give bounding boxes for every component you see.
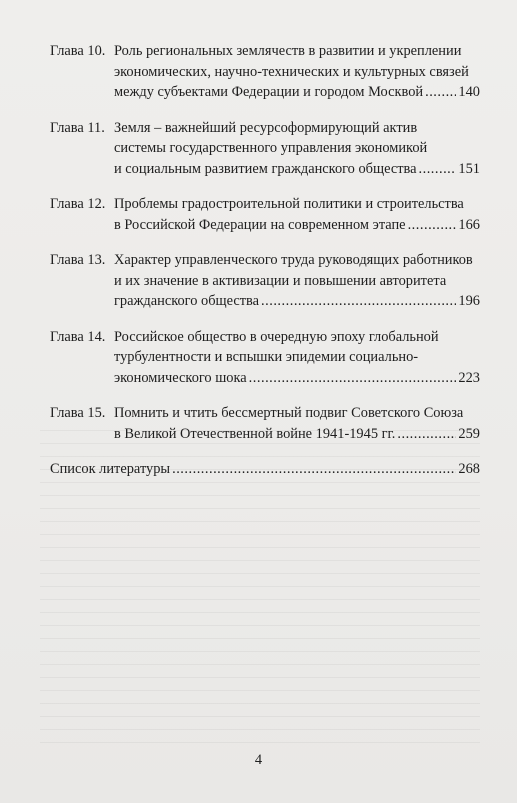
- chapter-label: Глава 12.: [50, 196, 106, 212]
- chapter-title-line: турбулентности и вспышки эпидемии социально-: [114, 349, 419, 365]
- dot-leader: [419, 159, 457, 180]
- chapter-label: Глава 11.: [50, 119, 105, 136]
- toc-entry-chapter-15[interactable]: [50, 403, 480, 444]
- toc-entry-chapter-10[interactable]: [50, 41, 480, 103]
- page-ref: 223: [458, 369, 480, 386]
- toc-entry-chapter-11[interactable]: [50, 118, 480, 180]
- chapter-title-line: в Великой Отечественной войне 1941-1945 гг.: [114, 425, 396, 442]
- chapter-title-line: экономических, научно-технических и культурных связей: [114, 63, 469, 80]
- chapter-label: Глава 14.: [50, 328, 106, 345]
- toc-entry-chapter-14[interactable]: [50, 327, 480, 389]
- page-ref: 151: [458, 160, 480, 177]
- chapter-title-line: Российское общество в очередную эпоху глобальной: [114, 328, 439, 345]
- chapter-label: Глава 10.: [50, 43, 106, 59]
- toc-entry-chapter-12[interactable]: [50, 194, 480, 235]
- chapter-title-line: в Российской Федерации на современном этапе: [114, 216, 406, 233]
- references-label: Список литературы: [50, 461, 171, 477]
- chapter-label: Глава 15.: [50, 405, 106, 421]
- dot-leader: [408, 215, 457, 236]
- page-ref: 268: [458, 461, 480, 477]
- chapter-title-line: Проблемы градостроительной политики и строительства: [114, 196, 464, 212]
- page-ref: 259: [458, 425, 480, 442]
- page-ref: 166: [458, 216, 480, 233]
- chapter-title-line: Земля – важнейший ресурсоформирующий актив: [114, 119, 418, 136]
- chapter-title-line: Роль региональных землячеств в развитии и укреплении: [114, 43, 462, 59]
- chapter-title-line: системы государственного управления экономикой: [114, 140, 428, 156]
- chapter-title-line: экономического шока: [114, 369, 247, 386]
- dot-leader: [397, 424, 456, 445]
- dot-leader: [172, 459, 456, 480]
- dot-leader: [425, 82, 456, 103]
- toc-entry-chapter-13[interactable]: [50, 250, 480, 312]
- chapter-title-line: и их значение в активизации и повышении авторитета: [114, 272, 447, 289]
- toc-entry-references[interactable]: [50, 459, 480, 480]
- chapter-title-line: между субъектами Федерации и городом Москвой: [114, 84, 424, 100]
- page-ref: 196: [458, 293, 480, 309]
- chapter-title-line: Помнить и чтить бессмертный подвиг Советского Союза: [114, 405, 464, 421]
- table-of-contents: [50, 41, 480, 480]
- page-number: 4: [254, 752, 263, 768]
- dot-leader: [261, 291, 456, 312]
- chapter-title-line: Характер управленческого труда руководящих работников: [114, 252, 473, 268]
- chapter-title-line: гражданского общества: [114, 293, 260, 309]
- page-ref: 140: [458, 84, 480, 100]
- chapter-title-line: и социальным развитием гражданского общества: [114, 160, 417, 177]
- chapter-label: Глава 13.: [50, 252, 106, 268]
- dot-leader: [249, 368, 457, 389]
